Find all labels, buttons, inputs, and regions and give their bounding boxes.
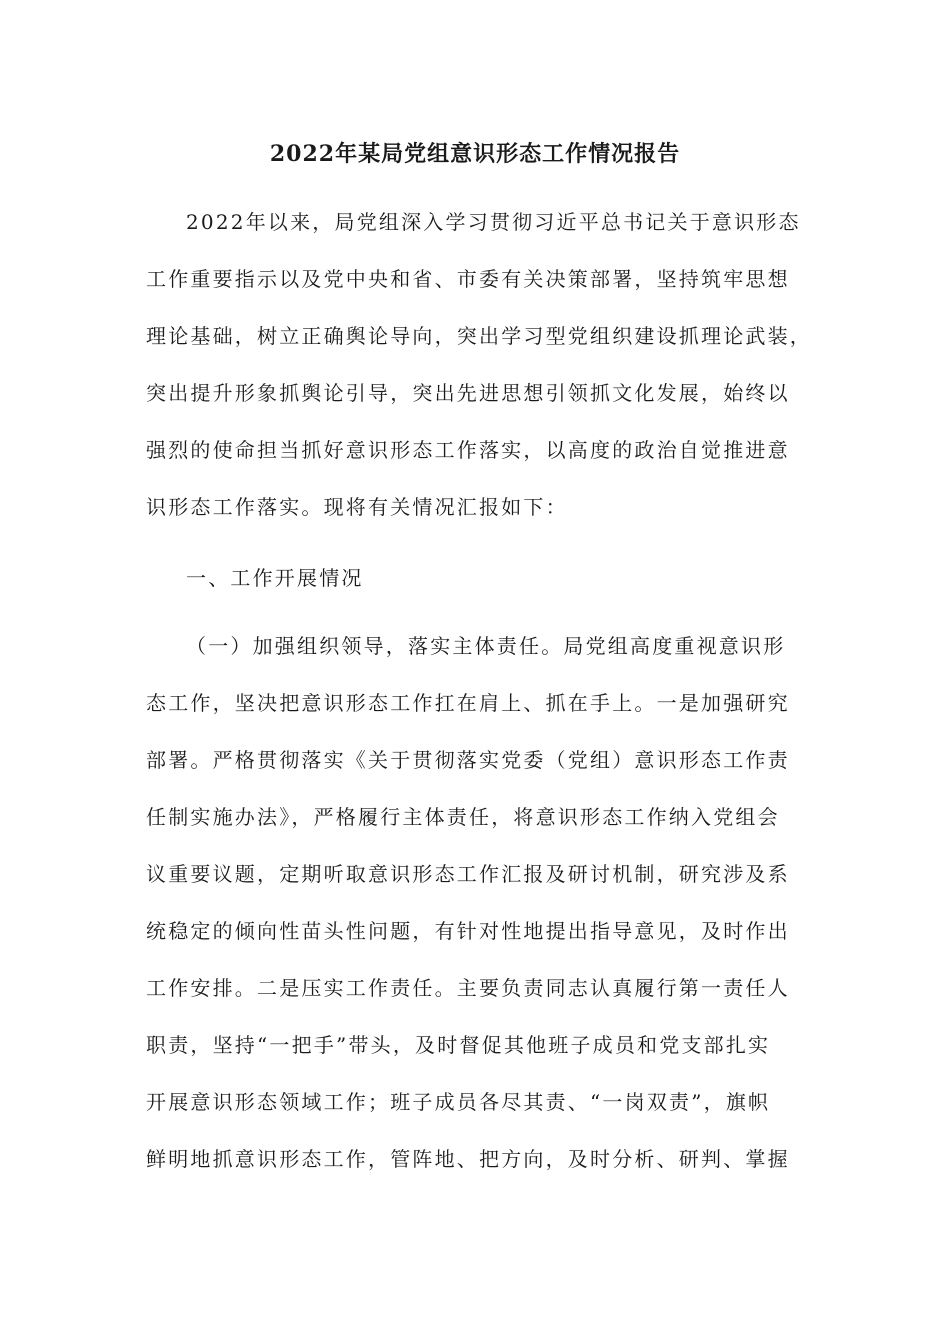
paragraph-line: 任制实施办法》，严格履行主体责任，将意识形态工作纳入党组会 <box>146 805 780 829</box>
paragraph-line: 议重要议题，定期听取意识形态工作汇报及研讨机制，研究涉及系 <box>146 862 790 886</box>
paragraph-line: 鲜明地抓意识形态工作，管阵地、把方向，及时分析、研判、掌握 <box>146 1147 790 1171</box>
paragraph-line: 工作安排。二是压实工作责任。主要负责同志认真履行第一责任人 <box>146 976 790 1000</box>
paragraph-line: 识形态工作落实。现将有关情况汇报如下： <box>146 495 568 519</box>
paragraph-line: 突出提升形象抓舆论引导，突出先进思想引领抓文化发展，始终以 <box>146 381 790 405</box>
paragraph-line: 理论基础，树立正确舆论导向，突出学习型党组织建设抓理论武装， <box>146 324 812 348</box>
paragraph-line: 2022年以来，局党组深入学习贯彻习近平总书记关于意识形态 <box>186 210 801 234</box>
paragraph-line: 态工作，坚决把意识形态工作扛在肩上、抓在手上。一是加强研究 <box>146 691 790 715</box>
paragraph-line: 工作重要指示以及党中央和省、市委有关决策部署，坚持筑牢思想 <box>146 267 790 291</box>
paragraph-line: 强烈的使命担当抓好意识形态工作落实，以高度的政治自觉推进意 <box>146 438 790 462</box>
paragraph-line: （一）加强组织领导，落实主体责任。局党组高度重视意识形 <box>186 634 786 658</box>
paragraph-line: 开展意识形态领域工作；班子成员各尽其责、“一岗双责”，旗帜 <box>146 1090 771 1114</box>
section-heading: 一、工作开展情况 <box>186 566 364 590</box>
paragraph-line: 职责，坚持“一把手”带头，及时督促其他班子成员和党支部扎实 <box>146 1033 771 1057</box>
document-title: 2022年某局党组意识形态工作情况报告 <box>269 141 681 167</box>
paragraph-line: 部署。严格贯彻落实《关于贯彻落实党委（党组）意识形态工作责 <box>146 748 790 772</box>
paragraph-line: 统稳定的倾向性苗头性问题，有针对性地提出指导意见，及时作出 <box>146 919 790 943</box>
